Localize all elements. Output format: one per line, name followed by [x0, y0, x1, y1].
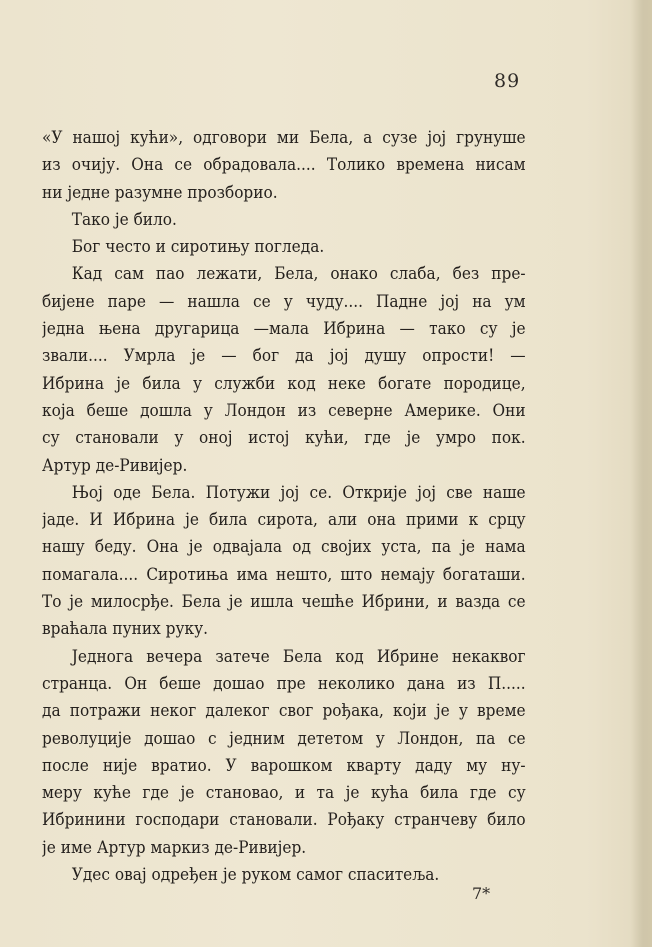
text-line: враћала пуних руку. — [42, 619, 209, 639]
text-line: Ибринини господари становали. Рођаку странчеву било — [42, 810, 526, 830]
text-line: једна њена другарица —мала Ибрина — тако су је — [42, 319, 526, 339]
text-line: Ибрина је била у служби код неке богате породице, — [42, 373, 526, 393]
text-line: јаде. И Ибрина је била сирота, али она прими к срцу — [42, 510, 526, 530]
text-line: бијене паре — нашла се у чуду.... Падне јој на ум — [42, 291, 526, 311]
text-line: да потражи неког далеког свог рођака, који је у време — [42, 701, 526, 721]
text-line: То је милосрђе. Бела је ишла чешће Ибрини, и вазда се — [42, 592, 526, 612]
body-text — [42, 124, 526, 888]
text-line: из очију. Она се обрадовала.... Толико времена нисам — [42, 155, 526, 175]
text-line: су становали у оној истој кући, где је умро пок. — [42, 428, 526, 448]
signature-mark: 7* — [472, 884, 491, 903]
text-line: меру куће где је становао, и та је кућа била где су — [42, 783, 526, 803]
text-line: је име Артур маркиз де-Ривијер. — [42, 837, 307, 857]
text-line: помагала.... Сиротиња има нешто, што немају богаташи. — [42, 564, 526, 584]
text-line: Кад сам пао лежати, Бела, онако слаба, без пре- — [71, 264, 526, 284]
page-number: 89 — [494, 70, 521, 92]
text-line: звали.... Умрла је — бог да јој душу опрости! — — [42, 346, 526, 366]
text-line: ни једне разумне прозборио. — [42, 182, 278, 202]
text-line: Једнога вечера затече Бела код Ибрине некаквог — [71, 646, 526, 666]
text-line: нашу беду. Она је одвајала од својих уста, па је нама — [42, 537, 526, 557]
text-line: странца. Он беше дошао пре неколико дана из П..... — [42, 673, 526, 693]
text-line: Тако је било. — [71, 209, 177, 229]
text-line: Удес овај одређен је руком самог спаситеља. — [71, 865, 440, 885]
page-edge-shadow — [630, 0, 652, 947]
text-line: Артур де-Ривијер. — [42, 455, 188, 475]
text-line: «У нашој кући», одговори ми Бела, а сузе јој грунуше — [42, 128, 526, 147]
text-line: Бог често и сиротињу погледа. — [71, 237, 325, 257]
text-line: која беше дошла у Лондон из северне Америке. Они — [42, 400, 526, 420]
text-line: после није вратио. У варошком кварту даду му ну- — [42, 755, 526, 775]
text-line: Њој оде Бела. Потужи јој се. Открије јој све наше — [71, 482, 526, 502]
text-line: револуције дошао с једним дететом у Лондон, па се — [42, 728, 526, 748]
